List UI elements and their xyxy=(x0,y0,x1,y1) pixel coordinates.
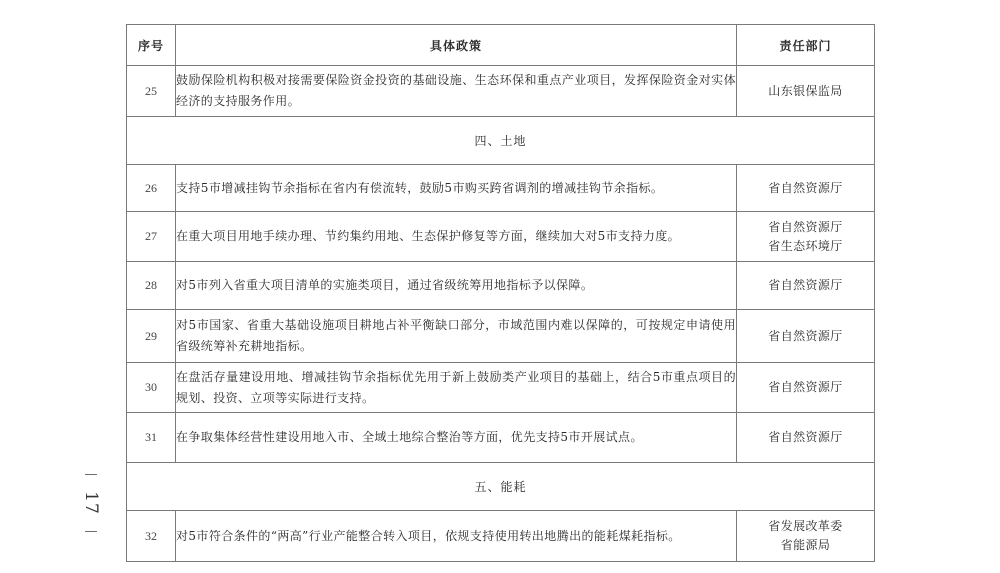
table-row xyxy=(127,363,875,413)
dept-cell xyxy=(737,212,875,262)
dept-name: 省自然资源厅 xyxy=(768,380,843,394)
page-number-text: 17 xyxy=(80,491,101,515)
dept-cell xyxy=(737,310,875,363)
dept-name: 省自然资源厅 xyxy=(768,430,843,444)
table-row xyxy=(127,262,875,310)
header-dept: 责任部门 xyxy=(737,25,875,66)
table-row xyxy=(127,165,875,212)
row-number: 31 xyxy=(127,413,176,463)
policy-text: 支持5市增减挂钩节余指标在省内有偿流转，鼓励5市购买跨省调剂的增减挂钩节余指标。 xyxy=(176,165,737,212)
dept-name: 省自然资源厅 xyxy=(768,219,843,234)
table-row xyxy=(127,511,875,562)
table-row xyxy=(127,413,875,463)
table-header xyxy=(127,25,875,66)
row-number: 26 xyxy=(127,165,176,212)
policy-text: 对5市国家、省重大基础设施项目耕地占补平衡缺口部分，市域范围内难以保障的，可按规定申请使用省级统筹补充耕地指标。 xyxy=(176,310,737,363)
dept-name: 省自然资源厅 xyxy=(768,278,843,292)
row-number: 30 xyxy=(127,363,176,413)
policy-text: 在重大项目用地手续办理、节约集约用地、生态保护修复等方面，继续加大对5市支持力度。 xyxy=(176,212,737,262)
table-body xyxy=(127,66,875,562)
table-row xyxy=(127,212,875,262)
row-number: 29 xyxy=(127,310,176,363)
page-number-dash-top: — xyxy=(84,467,98,482)
page-number xyxy=(76,468,106,538)
table-row xyxy=(127,310,875,363)
policy-text: 鼓励保险机构积极对接需要保险资金投资的基础设施、生态环保和重点产业项目，发挥保险资金对实体经济的支持服务作用。 xyxy=(176,66,737,117)
dept-name: 省自然资源厅 xyxy=(768,180,843,195)
section-row xyxy=(127,117,875,165)
header-policy: 具体政策 xyxy=(176,25,737,66)
dept-cell xyxy=(737,66,875,117)
dept-name: 省发展改革委 xyxy=(768,519,843,533)
row-number: 27 xyxy=(127,212,176,262)
dept-name: 省生态环境厅 xyxy=(768,238,843,253)
header-no: 序号 xyxy=(127,25,176,66)
row-number: 28 xyxy=(127,262,176,310)
row-number: 25 xyxy=(127,66,176,117)
dept-cell xyxy=(737,413,875,463)
dept-cell xyxy=(737,165,875,212)
page-number-dash-bottom: — xyxy=(84,524,98,539)
dept-name: 山东银保监局 xyxy=(768,83,843,98)
table-row xyxy=(127,66,875,117)
policy-text: 对5市列入省重大项目清单的实施类项目，通过省级统筹用地指标予以保障。 xyxy=(176,262,737,310)
dept-cell xyxy=(737,262,875,310)
dept-name: 省自然资源厅 xyxy=(768,328,843,343)
section-title: 四、土地 xyxy=(127,117,875,165)
policy-text: 对5市符合条件的“两高”行业产能整合转入项目，依规支持使用转出地腾出的能耗煤耗指标。 xyxy=(176,511,737,562)
dept-cell xyxy=(737,363,875,413)
header-row xyxy=(127,25,875,66)
policy-table xyxy=(126,24,875,562)
dept-name: 省能源局 xyxy=(780,538,831,552)
policy-text: 在盘活存量建设用地、增减挂钩节余指标优先用于新上鼓励类产业项目的基础上，结合5市重点项目的规划、投资、立项等实际进行支持。 xyxy=(176,363,737,413)
section-title: 五、能耗 xyxy=(127,463,875,511)
policy-text: 在争取集体经营性建设用地入市、全域土地综合整治等方面，优先支持5市开展试点。 xyxy=(176,413,737,463)
row-number: 32 xyxy=(127,511,176,562)
dept-cell xyxy=(737,511,875,562)
section-row xyxy=(127,463,875,511)
